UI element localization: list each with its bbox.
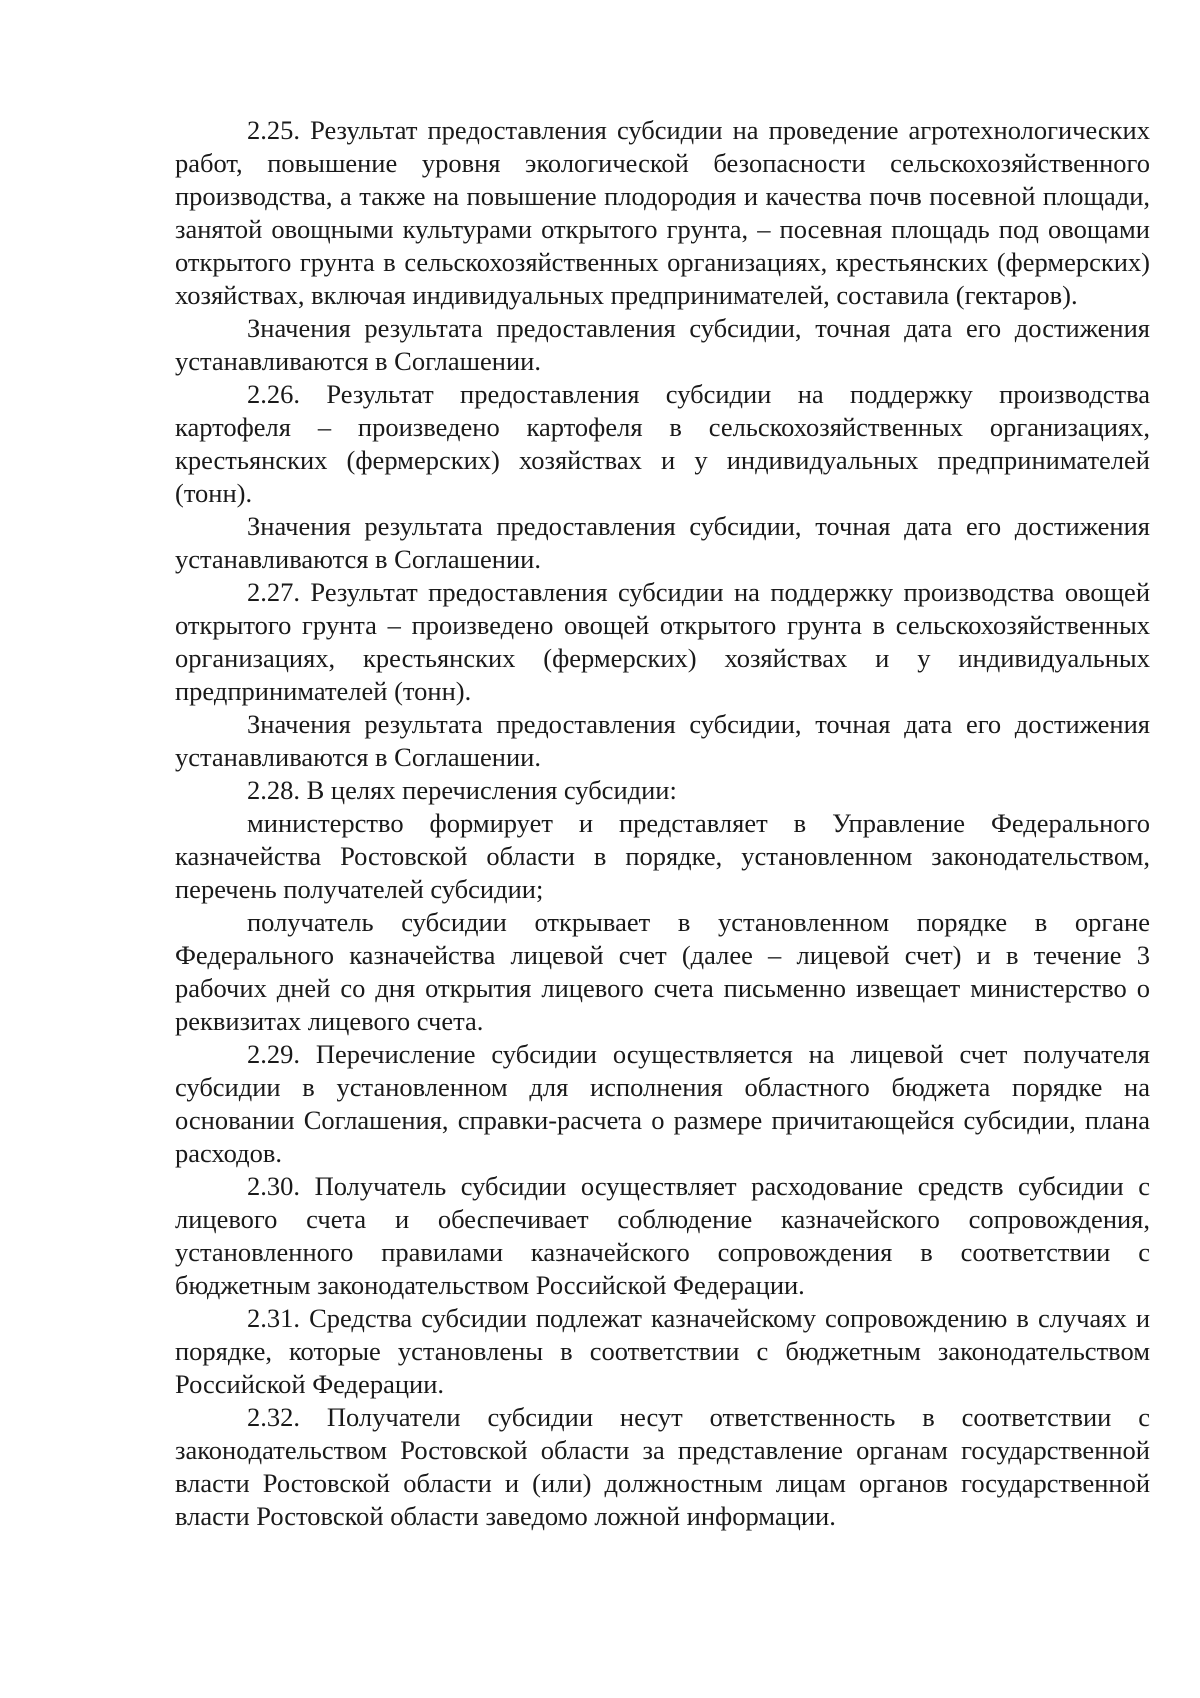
paragraph-2-30: 2.30. Получатель субсидии осуществляет расходование средств субсидии с лицевого счета и обеспечивает соблюдение казначейского сопровождения, установленного правилами казначейского сопровождения в соответствии с бюджетным законодательством Российской Федерации. bbox=[175, 1171, 1150, 1300]
paragraph-2-25: 2.25. Результат предоставления субсидии на проведение агротехнологических работ, повышение уровня экологической безопасности сельскохозяйственного производства, а также на повышение плодородия и качества почв посевной площади, занятой овощными культурами открытого грунта, – посевная площадь под овощами открытого грунта в сельскохозяйственных организациях, крестьянских (фермерских) хозяйствах, включая индивидуальных предпринимателей, составила (гектаров). bbox=[175, 115, 1150, 310]
paragraph-2-26-values: Значения результата предоставления субсидии, точная дата его достижения устанавливаются в Соглашении. bbox=[175, 511, 1150, 574]
paragraph-2-28-recipient: получатель субсидии открывает в установленном порядке в органе Федерального казначейства лицевой счет (далее – лицевой счет) и в течение 3 рабочих дней со дня открытия лицевого счета письменно извещает министерство о реквизитах лицевого счета. bbox=[175, 907, 1150, 1036]
paragraph-2-25-values: Значения результата предоставления субсидии, точная дата его достижения устанавливаются в Соглашении. bbox=[175, 313, 1150, 376]
paragraph-2-27-values: Значения результата предоставления субсидии, точная дата его достижения устанавливаются в Соглашении. bbox=[175, 709, 1150, 772]
document-page bbox=[175, 114, 1150, 1533]
paragraph-2-28: 2.28. В целях перечисления субсидии: bbox=[247, 775, 677, 805]
paragraph-2-32: 2.32. Получатели субсидии несут ответственность в соответствии с законодательством Ростовской области за представление органам государственной власти Ростовской области и (или) должностным лицам органов государственной власти Ростовской области заведомо ложной информации. bbox=[175, 1402, 1150, 1531]
paragraph-2-27: 2.27. Результат предоставления субсидии на поддержку производства овощей открытого грунта – произведено овощей открытого грунта в сельскохозяйственных организациях, крестьянских (фермерских) хозяйствах и у индивидуальных предпринимателей (тонн). bbox=[175, 577, 1150, 706]
paragraph-2-28-ministry: министерство формирует и представляет в Управление Федерального казначейства Ростовской области в порядке, установленном законодательством, перечень получателей субсидии; bbox=[175, 808, 1150, 904]
paragraph-2-31: 2.31. Средства субсидии подлежат казначейскому сопровождению в случаях и порядке, которые установлены в соответствии с бюджетным законодательством Российской Федерации. bbox=[175, 1303, 1150, 1399]
paragraph-2-26: 2.26. Результат предоставления субсидии на поддержку производства картофеля – произведено картофеля в сельскохозяйственных организациях, крестьянских (фермерских) хозяйствах и у индивидуальных предпринимателей (тонн). bbox=[175, 379, 1150, 508]
paragraph-2-29: 2.29. Перечисление субсидии осуществляется на лицевой счет получателя субсидии в установленном для исполнения областного бюджета порядке на основании Соглашения, справки-расчета о размере причитающейся субсидии, плана расходов. bbox=[175, 1039, 1150, 1168]
